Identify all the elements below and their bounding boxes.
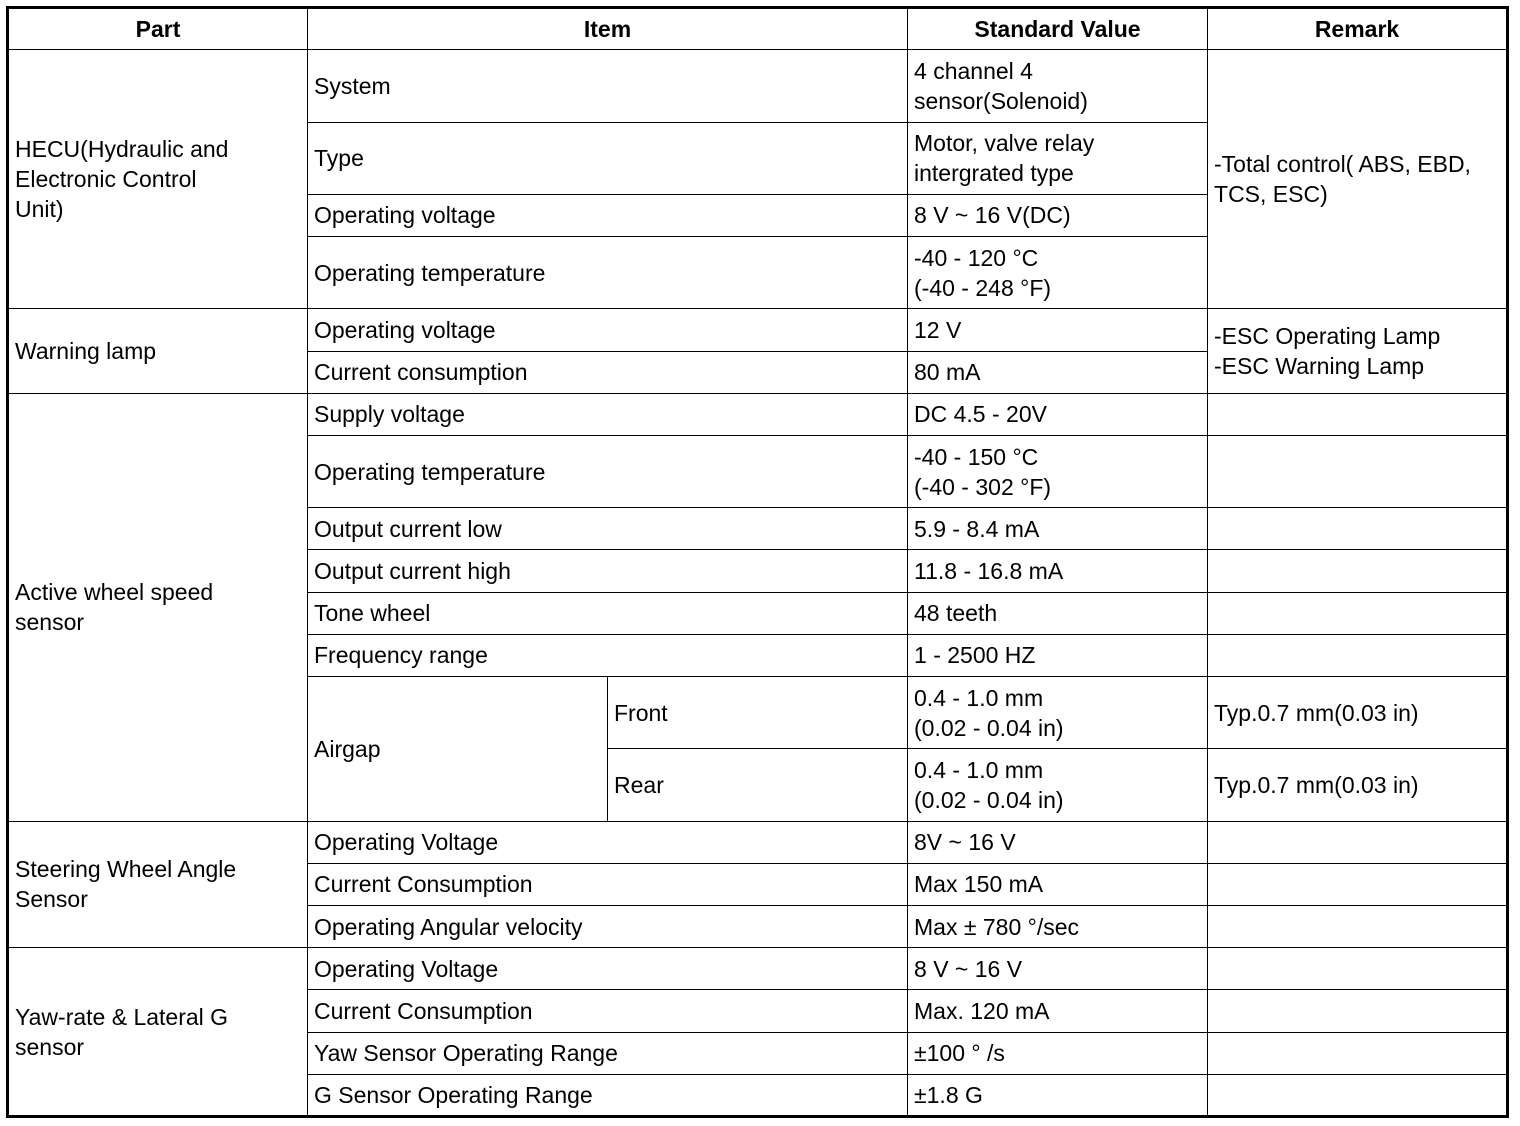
value-cell: 0.4 - 1.0 mm (0.02 - 0.04 in) — [908, 749, 1208, 821]
item-cell: System — [308, 50, 908, 122]
remark-cell — [1208, 905, 1508, 947]
part-steering-sensor: Steering Wheel Angle Sensor — [8, 821, 308, 948]
item-cell: Operating Voltage — [308, 821, 908, 863]
remark-cell — [1208, 393, 1508, 435]
remark-cell: Typ.0.7 mm(0.03 in) — [1208, 749, 1508, 821]
remark-cell: Typ.0.7 mm(0.03 in) — [1208, 676, 1508, 748]
value-cell: 48 teeth — [908, 592, 1208, 634]
header-row — [8, 8, 1508, 50]
remark-cell — [1208, 863, 1508, 905]
value-cell: Max. 120 mA — [908, 990, 1208, 1032]
remark-cell — [1208, 550, 1508, 592]
table-row — [8, 309, 1508, 351]
remark-cell — [1208, 634, 1508, 676]
value-cell: -40 - 150 °C (-40 - 302 °F) — [908, 435, 1208, 507]
remark-cell — [1208, 1032, 1508, 1074]
header-item: Item — [308, 8, 908, 50]
value-cell: 8 V ~ 16 V(DC) — [908, 194, 1208, 236]
part-hecu: HECU(Hydraulic and Electronic Control Unit) — [8, 50, 308, 309]
item-cell: Operating Voltage — [308, 948, 908, 990]
value-cell: 0.4 - 1.0 mm (0.02 - 0.04 in) — [908, 676, 1208, 748]
value-cell: 80 mA — [908, 351, 1208, 393]
table-row — [8, 393, 1508, 435]
value-cell: 8 V ~ 16 V — [908, 948, 1208, 990]
remark-cell — [1208, 821, 1508, 863]
item-cell: Frequency range — [308, 634, 908, 676]
item-cell: Supply voltage — [308, 393, 908, 435]
airgap-front-label: Front — [608, 676, 908, 748]
remark-cell — [1208, 990, 1508, 1032]
value-cell: DC 4.5 - 20V — [908, 393, 1208, 435]
item-cell: Tone wheel — [308, 592, 908, 634]
header-remark: Remark — [1208, 8, 1508, 50]
item-cell: Current Consumption — [308, 990, 908, 1032]
header-standard-value: Standard Value — [908, 8, 1208, 50]
item-cell: G Sensor Operating Range — [308, 1074, 908, 1116]
value-cell: 4 channel 4 sensor(Solenoid) — [908, 50, 1208, 122]
remark-hecu: -Total control( ABS, EBD, TCS, ESC) — [1208, 50, 1508, 309]
item-cell: Current consumption — [308, 351, 908, 393]
value-cell: -40 - 120 °C (-40 - 248 °F) — [908, 237, 1208, 309]
value-cell: Max ± 780 °/sec — [908, 905, 1208, 947]
item-cell: Type — [308, 122, 908, 194]
remark-cell — [1208, 1074, 1508, 1116]
part-yaw-sensor: Yaw-rate & Lateral G sensor — [8, 948, 308, 1117]
item-cell: Operating temperature — [308, 435, 908, 507]
item-cell: Yaw Sensor Operating Range — [308, 1032, 908, 1074]
item-cell: Current Consumption — [308, 863, 908, 905]
value-cell: ±1.8 G — [908, 1074, 1208, 1116]
part-wheel-speed-sensor: Active wheel speed sensor — [8, 393, 308, 821]
item-cell: Output current high — [308, 550, 908, 592]
value-cell: 1 - 2500 HZ — [908, 634, 1208, 676]
remark-cell — [1208, 592, 1508, 634]
spec-table — [6, 6, 1509, 1118]
item-cell: Operating voltage — [308, 309, 908, 351]
remark-warning-lamp: -ESC Operating Lamp -ESC Warning Lamp — [1208, 309, 1508, 393]
table-row — [8, 821, 1508, 863]
header-part: Part — [8, 8, 308, 50]
remark-cell — [1208, 948, 1508, 990]
table-row — [8, 50, 1508, 122]
value-cell: 12 V — [908, 309, 1208, 351]
airgap-rear-label: Rear — [608, 749, 908, 821]
item-cell: Operating Angular velocity — [308, 905, 908, 947]
item-cell: Output current low — [308, 508, 908, 550]
value-cell: Max 150 mA — [908, 863, 1208, 905]
item-airgap: Airgap — [308, 676, 608, 821]
value-cell: ±100 ° /s — [908, 1032, 1208, 1074]
part-warning-lamp: Warning lamp — [8, 309, 308, 393]
item-cell: Operating voltage — [308, 194, 908, 236]
value-cell: 11.8 - 16.8 mA — [908, 550, 1208, 592]
value-cell: Motor, valve relay intergrated type — [908, 122, 1208, 194]
value-cell: 5.9 - 8.4 mA — [908, 508, 1208, 550]
value-cell: 8V ~ 16 V — [908, 821, 1208, 863]
remark-cell — [1208, 508, 1508, 550]
remark-cell — [1208, 435, 1508, 507]
table-row — [8, 948, 1508, 990]
item-cell: Operating temperature — [308, 237, 908, 309]
